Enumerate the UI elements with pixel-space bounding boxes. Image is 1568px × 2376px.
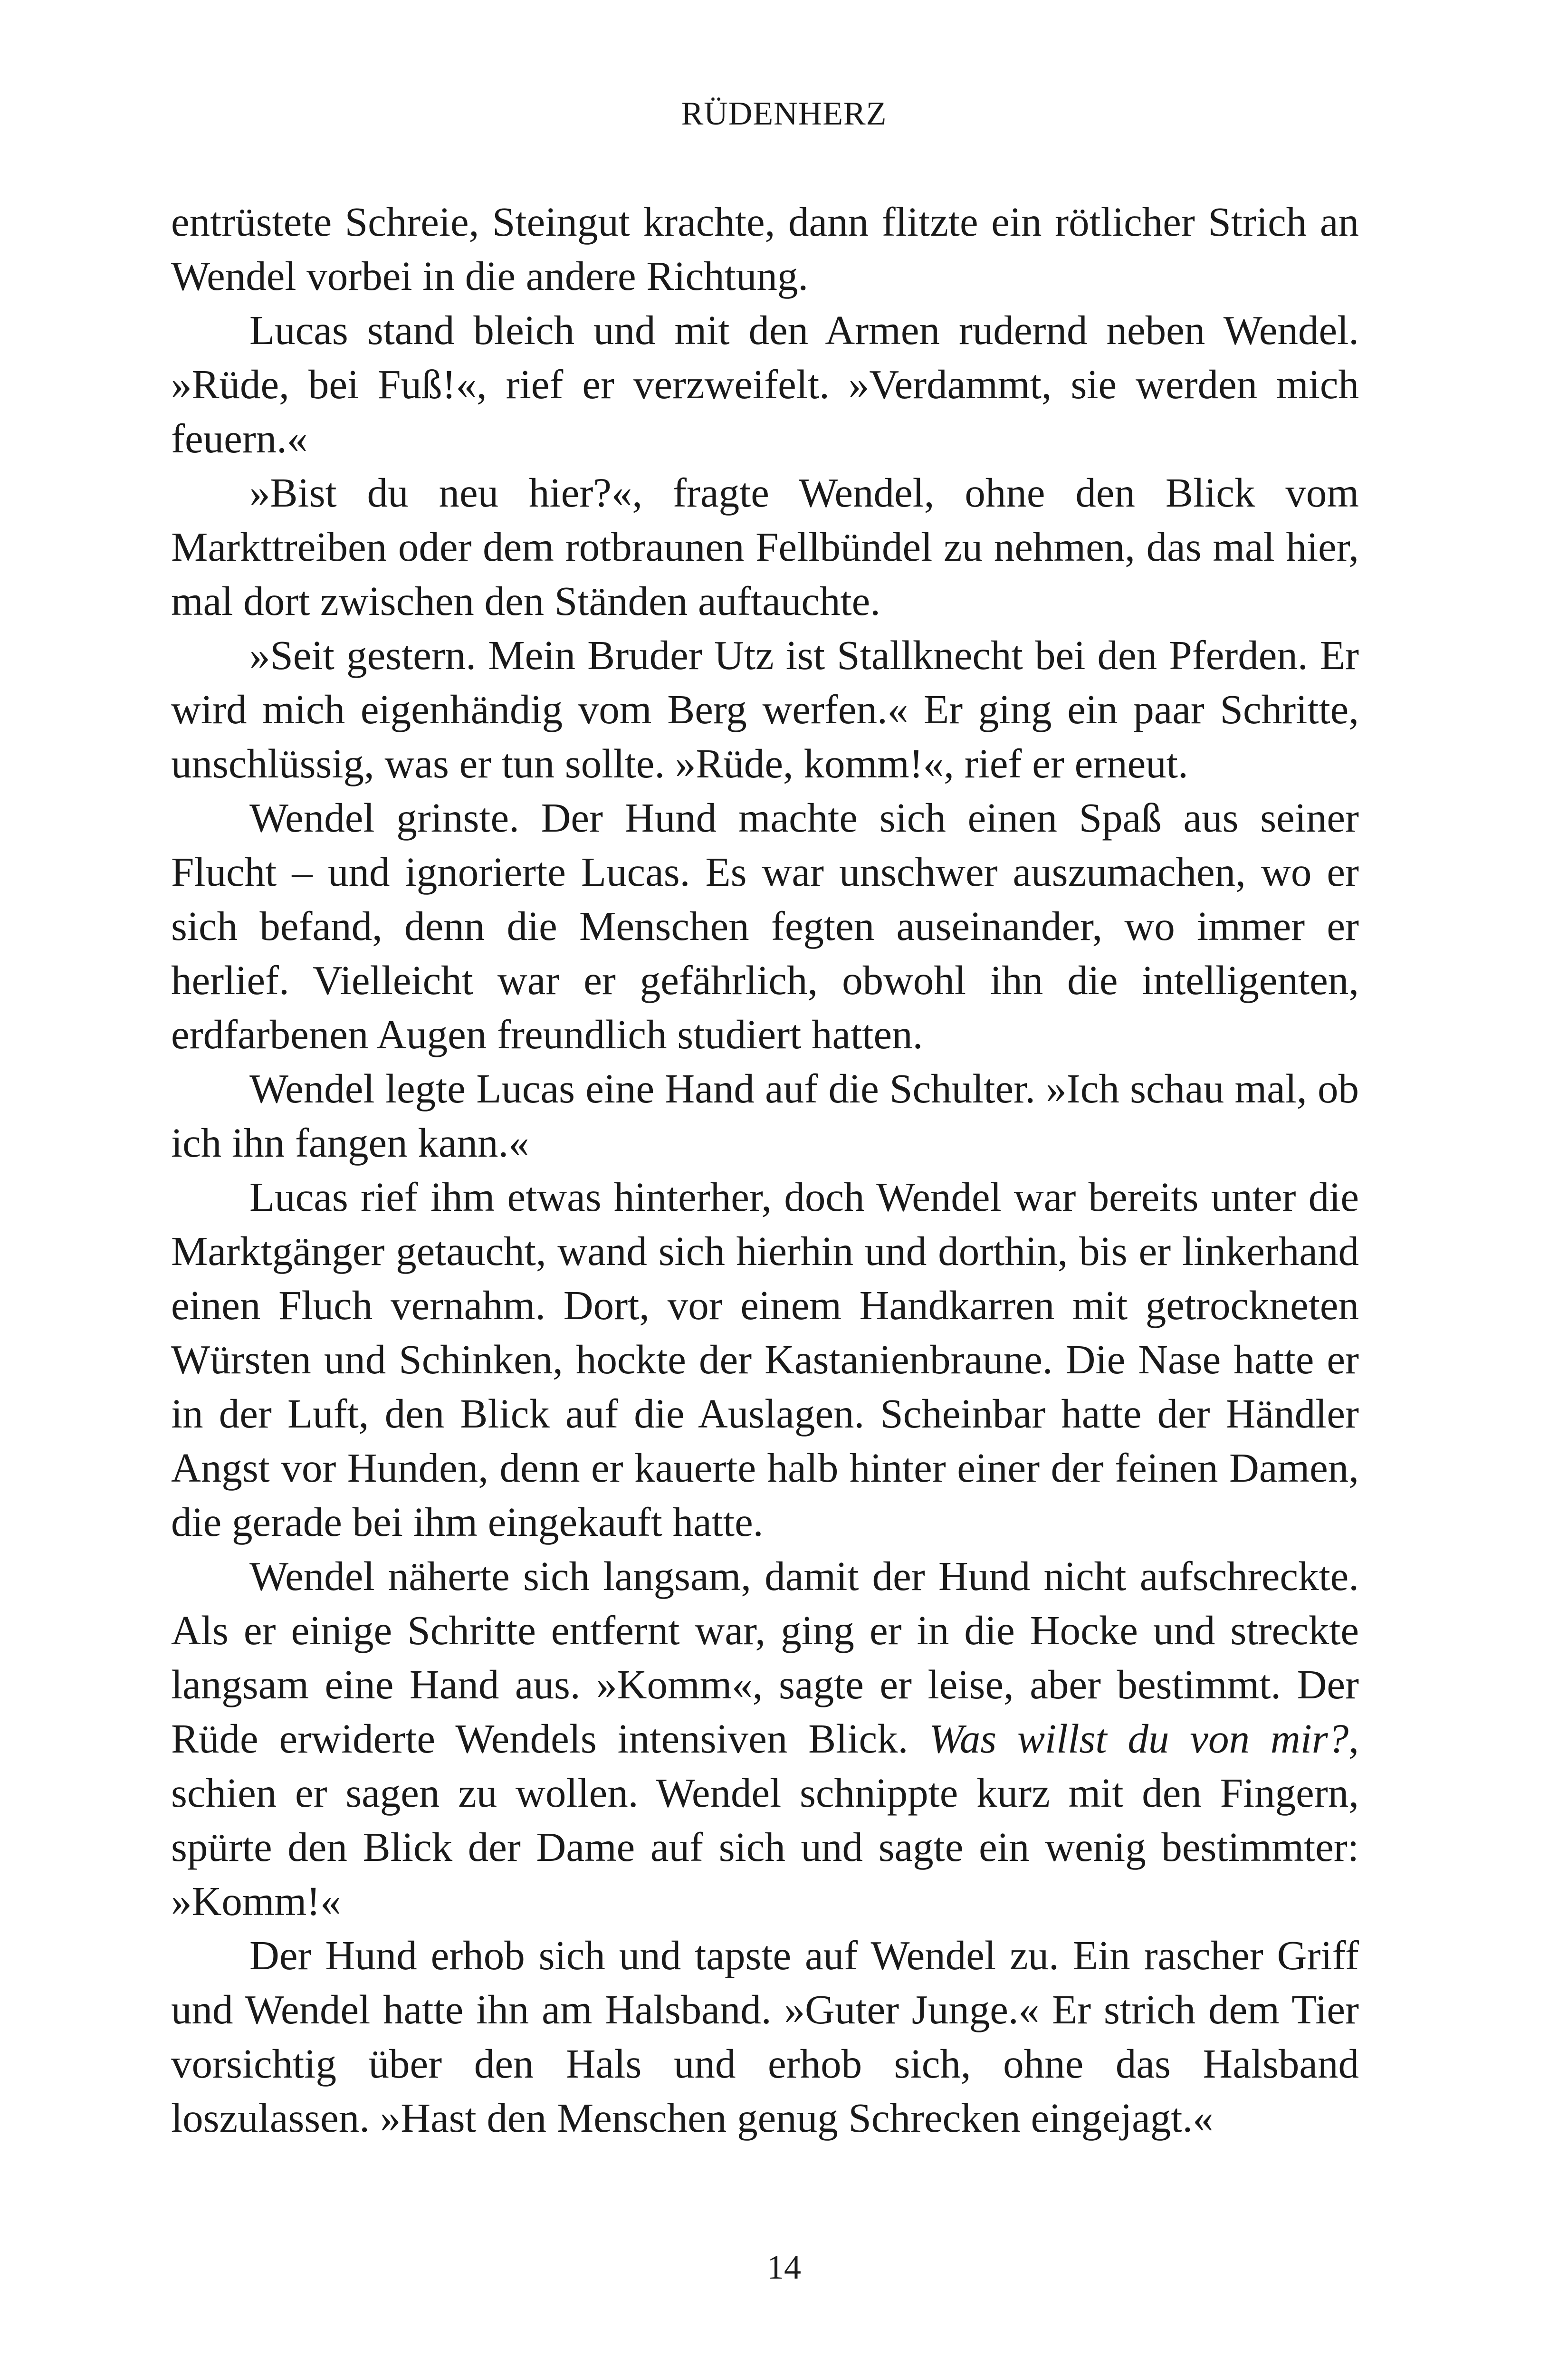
paragraph-9: Der Hund erhob sich und tapste auf Wendel zu. Ein rascher Griff und Wendel hatte ihn am Halsband. »Guter Junge.« Er strich dem Tier vorsichtig über den Hals und erhob sich, ohne das Halsband loszulassen. »Hast den Menschen genug Schrecken eingejagt.«: [171, 1932, 1359, 2141]
paragraph-7: Lucas rief ihm etwas hinterher, doch Wendel war bereits unter die Marktgänger getaucht, wand sich hierhin und dorthin, bis er linkerhand einen Fluch vernahm. Dort, vor einem Handkarren mit getrockneten Würsten und Schinken, hockte der Kastanienbraune. Die Nase hatte er in der Luft, den Blick auf die Auslagen. Scheinbar hatte der Händler Angst vor Hunden, denn er kauerte halb hinter einer der feinen Damen, die gerade bei ihm eingekauft hatte.: [171, 1174, 1359, 1545]
paragraph-8-part-1: Wendel näherte sich langsam, damit der Hund nicht aufschreckte. Als er einige Schritte entfernt war, ging er in die Hocke und streckte langsam eine Hand aus. »Komm«, sagte er leise, aber bestimmt. Der Rüde erwiderte Wendels intensiven Blick.: [171, 1553, 1359, 1762]
paragraph-2: Lucas stand bleich und mit den Armen rudernd neben Wendel. »Rüde, bei Fuß!«, rief er verzweifelt. »Verdammt, sie werden mich feuern.«: [171, 307, 1359, 461]
paragraph-8-italic-thought: Was willst du von mir?: [929, 1715, 1349, 1762]
paragraph-4: »Seit gestern. Mein Bruder Utz ist Stallknecht bei den Pferden. Er wird mich eigenhändig vom Berg werfen.« Er ging ein paar Schritte, unschlüssig, was er tun sollte. »Rüde, komm!«, rief er erneut.: [171, 632, 1359, 786]
body-text: [171, 195, 1359, 2145]
paragraph-5: Wendel grinste. Der Hund machte sich einen Spaß aus seiner Flucht – und ignorierte Lucas. Es war unschwer auszumachen, wo er sich befand, denn die Menschen fegten auseinander, wo immer er herlief. Vielleicht war er gefährlich, obwohl ihn die intelligenten, erdfarbenen Augen freundlich studiert hatten.: [171, 795, 1359, 1057]
paragraph-6: Wendel legte Lucas eine Hand auf die Schulter. »Ich schau mal, ob ich ihn fangen kann.«: [171, 1065, 1359, 1166]
paragraph-8-part-2: , schien er sagen zu wollen. Wendel schnippte kurz mit den Fingern, spürte den Blick der Dame auf sich und sagte ein wenig bestimmter: »Komm!«: [171, 1715, 1359, 1924]
paragraph-1: entrüstete Schreie, Steingut krachte, dann flitzte ein rötlicher Strich an Wendel vorbei in die andere Richtung.: [171, 199, 1359, 299]
running-title: RÜDENHERZ: [681, 96, 887, 132]
paragraph-8: [171, 1549, 1359, 1928]
paragraph-3: »Bist du neu hier?«, fragte Wendel, ohne den Blick vom Markttreiben oder dem rotbraunen Fellbündel zu nehmen, das mal hier, mal dort zwischen den Ständen auftauchte.: [171, 469, 1359, 624]
page-number: 14: [767, 2248, 801, 2286]
